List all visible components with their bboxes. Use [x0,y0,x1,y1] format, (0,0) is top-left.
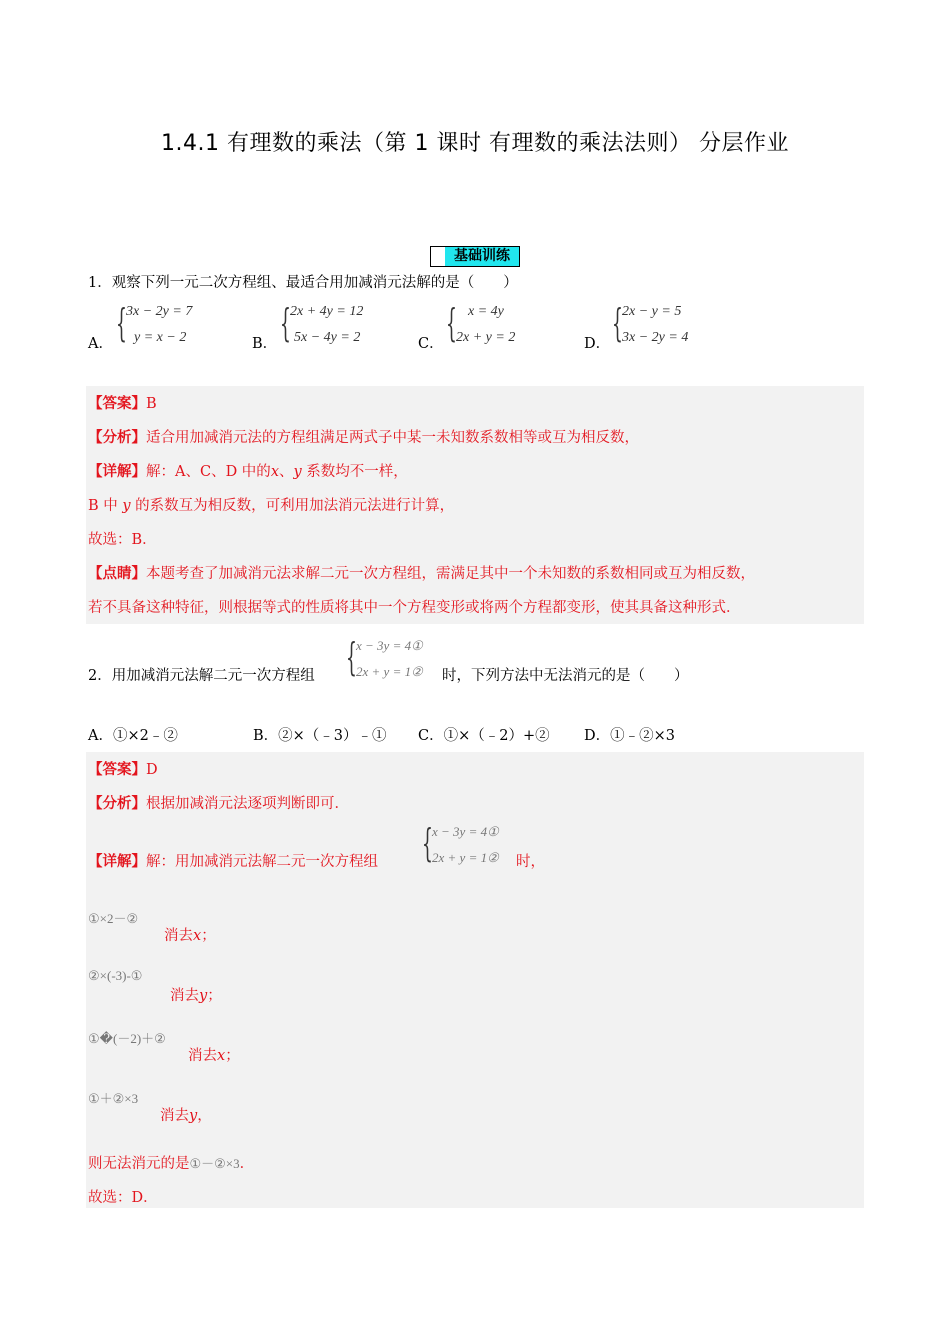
separator: 、 [279,464,294,480]
option-c [418,724,550,745]
q1-comment-line-2: 若不具备这种特征，则根据等式的性质将其中一个方程变形或将两个方程都变形，使其具备这种形式． [88,600,741,616]
step-expression: ①�(－2)＋② [88,1031,166,1046]
answer-tag: 【答案】 [88,395,146,412]
conclusion-text: 则无法消元的是 [88,1156,190,1172]
option-d [584,724,675,745]
q2-detail-line [88,850,378,871]
equation: 2x + 4y = 12 [290,304,364,319]
step-expression: ②×(-3)-① [88,968,143,983]
analysis-text: 适合用加减消元法的方程组满足两式子中某一未知数系数相等或互为相反数， [146,430,639,446]
detail-text: B 中 [88,498,123,514]
question-2-stem: 2．用加减消元法解二元一次方程组 { x − 3y = 4① 2x + y = 1② 时，下列方法中无法消元的是（ ） [88,635,689,684]
step-expression: ①＋②×3 [88,1091,139,1106]
option-text: ②×（﹣3）﹣① [278,728,387,744]
detail-text: 系数均不一样， [301,464,408,480]
answer-value: B [146,396,157,412]
option-text: ①﹣②×3 [610,728,676,744]
variable: x [217,1048,226,1064]
equation: 2x + y = 2 [456,330,516,345]
detail-text: 的系数互为相反数，可利用加法消元法进行计算， [130,498,455,514]
option-a [88,724,178,745]
equation: 2x − y = 5 [622,304,682,319]
step-label: 消去 [188,1048,217,1064]
stem-text: 2．用加减消元法解二元一次方程组 [88,668,315,684]
q1-answer-line [88,392,157,413]
page-title: 1.4.1 有理数的乘法（第 1 课时 有理数的乘法法则） 分层作业 [161,131,789,156]
equation: x − 3y = 4① [432,824,499,839]
detail-tag: 【详解】 [88,463,146,480]
option-a-label: A． [88,336,113,352]
option-b-label: B． [252,336,278,352]
option-label: C． [418,728,444,744]
answer-value: D [146,762,158,778]
equation: y = x − 2 [134,330,187,345]
step-text [164,924,216,945]
question-1-stem: 1．观察下列一元二次方程组、最适合用加减消元法解的是（ ） [88,275,518,291]
punct: ； [207,988,222,1004]
answer-tag: 【答案】 [88,761,146,778]
analysis-text: 根据加减消元法逐项判断即可． [146,796,349,812]
step-text [160,1104,212,1125]
question-1-solution [86,386,864,624]
punct: ． [239,1156,255,1172]
q1-comment-line-1 [88,562,755,583]
comment-text: 本题考查了加减消元法求解二元一次方程组，需满足其中一个未知数的系数相同或互为相反数， [146,566,755,582]
option-text: ①×2﹣② [112,728,178,744]
step-expression: ①×2－② [88,911,139,926]
option-d-label: D． [584,336,611,352]
detail-text: 时， [516,854,545,870]
option-b [253,724,387,745]
variable-y: y [122,498,131,514]
q2-answer-line [88,758,158,779]
q1-analysis-line [88,426,639,447]
stem-text: 时，下列方法中无法消元的是（ ） [442,668,689,684]
comment-tag: 【点睛】 [88,565,146,582]
section-tag-label: 基础训练 [454,248,510,264]
step-label: 消去 [160,1108,189,1124]
option-label: D． [584,728,611,744]
equation: 5x − 4y = 2 [294,330,361,345]
option-label: B． [253,728,279,744]
q1-detail-line-3: 故选：B． [88,532,157,548]
equation: x − 3y = 4① [356,638,423,653]
section-tag [430,246,520,267]
step-label: 消去 [164,928,193,944]
option-c-label: C． [418,336,444,352]
variable: y [189,1108,198,1124]
variable-y: y [293,464,302,480]
q1-detail-line-1 [88,460,408,481]
step-text [170,984,222,1005]
q1-detail-line-2 [88,494,454,515]
equation: 3x − 2y = 4 [622,330,689,345]
q2-conclusion [88,1152,254,1173]
variable-x: x [270,464,279,480]
analysis-tag: 【分析】 [88,429,146,446]
punct: ； [201,928,216,944]
q2-final: 故选：D． [88,1190,158,1206]
step-text [188,1044,240,1065]
punct: ， [197,1108,212,1124]
question-1-options: A． { 3x − 2y = 7 y = x − 2 B． { 2x + 4y = 12 5x − 4y = 2 C． { x = 4y 2x + y = 2 D． { 2x − y = 5 3x − 2y = 4 [88,301,689,352]
question-2-solution: 【答案】D 【分析】根据加减消元法逐项判断即可． 【详解】解：用加减消元法解二元一次方程组 { x − 3y = 4① 2x + y = 1② 时， ①×2－② 消去x； ②×(-3)-① 消去y； ①�(－2)＋② 消去x； ①＋②×3 消去y， 则无法消元的是①－②×3． 故选：D． [86,752,864,1208]
option-label: A． [88,728,113,744]
equation: x = 4y [468,304,504,319]
detail-text: 解：A、C、D 中的 [146,464,271,480]
variable: x [193,928,202,944]
equation: 2x + y = 1② [432,850,499,865]
conclusion-expression: ①－②×3 [189,1156,240,1171]
equation: 2x + y = 1② [356,664,423,679]
step-label: 消去 [170,988,199,1004]
variable: y [199,988,208,1004]
q2-analysis-line [88,792,349,813]
punct: ； [225,1048,240,1064]
option-text: ①×（﹣2）+② [443,728,550,744]
equation: 3x − 2y = 7 [126,304,193,319]
detail-tag: 【详解】 [88,853,146,870]
detail-text: 解：用加减消元法解二元一次方程组 [146,854,378,870]
analysis-tag: 【分析】 [88,795,146,812]
